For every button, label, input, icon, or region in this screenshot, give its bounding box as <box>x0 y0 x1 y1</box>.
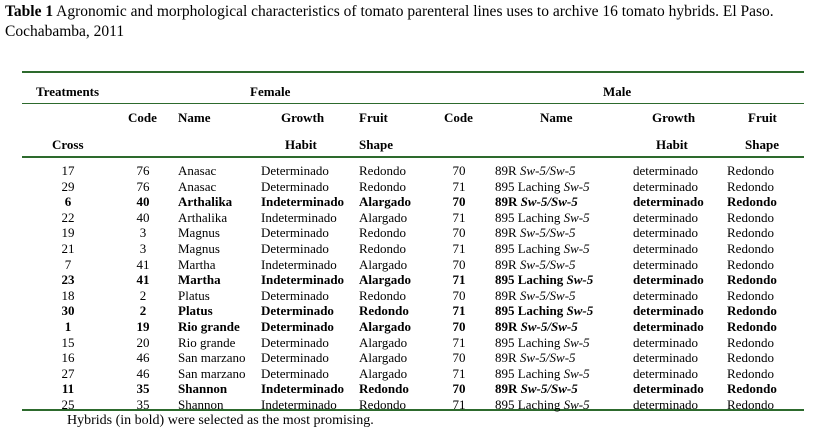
cell-female-shape: Alargado <box>359 194 411 210</box>
cell-female-code: 41 <box>136 272 150 288</box>
cell-male-name <box>495 225 576 241</box>
cell-female-growth: Indeterminado <box>261 209 337 225</box>
cell-male-growth: determinado <box>633 194 704 210</box>
cell-female-code: 20 <box>136 334 150 350</box>
cell-male-shape: Redondo <box>727 178 774 194</box>
cell-female-name: Platus <box>178 287 210 303</box>
cell-male-name <box>495 381 578 397</box>
cell-female-name: Martha <box>178 256 216 272</box>
cell-female-growth: Determinado <box>261 178 329 194</box>
cell-female-name: San marzano <box>178 350 246 366</box>
cell-male-name <box>495 241 590 257</box>
header-male-shape: Shape <box>745 137 779 152</box>
cell-male-code: 70 <box>452 225 466 241</box>
cell-female-shape: Redondo <box>359 303 409 319</box>
male-gene-text: Sw-5 <box>563 334 590 350</box>
cell-male-shape: Redondo <box>727 194 777 210</box>
cell-female-growth: Determinado <box>261 365 329 381</box>
male-gene-text: Sw-5 <box>563 178 590 194</box>
cell-male-growth: determinado <box>633 272 704 288</box>
male-gene-text: Sw-5/Sw-5 <box>520 194 578 210</box>
male-name-text: 89R <box>495 163 520 178</box>
male-gene-text: Sw-5/Sw-5 <box>519 163 576 178</box>
cell-male-shape: Redondo <box>727 365 774 381</box>
male-name-text: 895 Laching <box>495 178 564 194</box>
male-gene-text: Sw-5 <box>563 365 590 381</box>
cell-male-code: 71 <box>452 365 466 381</box>
table-footnote: Hybrids (in bold) were selected as the most promising. <box>67 413 374 428</box>
header-male: Male <box>603 84 632 99</box>
male-name-text: 89R <box>495 256 520 272</box>
cell-female-name: Shannon <box>178 397 224 412</box>
cell-female-code: 3 <box>139 241 147 256</box>
cell-male-shape: Redondo <box>727 287 774 303</box>
male-gene-text: Sw-5 <box>563 241 590 256</box>
cell-female-growth: Determinado <box>261 163 329 178</box>
cell-female-name: Anasac <box>178 163 217 178</box>
table-header-rule <box>22 103 804 104</box>
male-name-text: 89R <box>495 350 520 366</box>
cell-female-name: Magnus <box>178 241 220 256</box>
cell-female-growth: Indeterminado <box>261 256 337 272</box>
cell-cross: 25 <box>61 397 75 412</box>
cell-female-shape: Alargado <box>359 256 408 272</box>
header-female-code: Code <box>128 110 157 125</box>
cell-male-growth: determinado <box>633 334 698 350</box>
cell-male-growth: determinado <box>633 241 698 256</box>
cell-male-code: 71 <box>452 209 466 225</box>
cell-female-code: 40 <box>136 194 150 210</box>
header-female-growth: Growth <box>281 110 325 125</box>
male-name-text: 89R <box>495 319 521 334</box>
cell-male-growth: determinado <box>633 319 704 334</box>
male-name-text: 895 Laching <box>495 209 564 225</box>
cell-female-shape: Alargado <box>359 350 408 366</box>
cell-female-growth: Determinado <box>261 319 334 334</box>
cell-male-name <box>495 272 593 288</box>
cell-cross: 29 <box>61 178 75 194</box>
cell-male-shape: Redondo <box>727 303 777 319</box>
cell-cross: 16 <box>61 350 75 366</box>
cell-male-shape: Redondo <box>727 350 774 366</box>
cell-female-shape: Alargado <box>359 319 411 334</box>
cell-male-growth: determinado <box>633 365 698 381</box>
cell-female-name: Rio grande <box>178 319 240 334</box>
cell-female-code: 76 <box>136 178 150 194</box>
cell-female-name: San marzano <box>178 365 246 381</box>
cell-male-name <box>495 303 593 319</box>
cell-cross: 27 <box>61 365 75 381</box>
cell-female-shape: Alargado <box>359 334 408 350</box>
male-name-text: 895 Laching <box>495 303 567 319</box>
male-name-text: 89R <box>495 287 520 303</box>
male-name-text: 895 Laching <box>495 272 567 288</box>
cell-male-shape: Redondo <box>727 241 774 256</box>
header-female-name: Name <box>178 110 211 125</box>
cell-cross: 1 <box>64 319 72 334</box>
cell-cross: 30 <box>61 303 75 319</box>
male-name-text: 89R <box>495 225 520 241</box>
cell-female-growth: Indeterminado <box>261 397 337 412</box>
header-female: Female <box>250 84 291 99</box>
cell-female-growth: Determinado <box>261 225 329 241</box>
cell-female-name: Shannon <box>178 381 228 397</box>
male-gene-text: Sw-5/Sw-5 <box>520 319 578 334</box>
cell-female-code: 2 <box>139 287 147 303</box>
cell-male-code: 70 <box>452 381 466 397</box>
cell-cross: 6 <box>64 194 72 210</box>
cell-cross: 17 <box>61 163 75 178</box>
cell-male-growth: determinado <box>633 178 698 194</box>
cell-female-shape: Redondo <box>359 397 406 412</box>
cell-male-code: 70 <box>452 163 466 178</box>
cell-female-code: 35 <box>136 381 150 397</box>
cell-male-growth: determinado <box>633 287 698 303</box>
cell-male-shape: Redondo <box>727 334 774 350</box>
cell-male-growth: determinado <box>633 397 698 412</box>
cell-female-code: 40 <box>136 209 150 225</box>
cell-male-code: 70 <box>452 287 466 303</box>
cell-male-name <box>495 194 578 210</box>
male-gene-text: Sw-5 <box>563 397 590 412</box>
cell-cross: 11 <box>61 381 75 397</box>
cell-male-growth: determinado <box>633 381 704 397</box>
cell-male-code: 70 <box>452 256 466 272</box>
male-gene-text: Sw-5/Sw-5 <box>519 256 576 272</box>
table-subheader-rule <box>22 156 804 158</box>
male-name-text: 895 Laching <box>495 365 564 381</box>
cell-female-shape: Redondo <box>359 163 406 178</box>
male-gene-text: Sw-5/Sw-5 <box>519 350 576 366</box>
cell-female-shape: Redondo <box>359 178 406 194</box>
cell-male-shape: Redondo <box>727 225 774 241</box>
cell-cross: 7 <box>64 256 72 272</box>
cell-female-code: 2 <box>139 303 147 319</box>
male-name-text: 89R <box>495 381 521 397</box>
header-male-growth: Growth <box>652 110 696 125</box>
cell-male-growth: determinado <box>633 225 698 241</box>
cell-cross: 22 <box>61 209 75 225</box>
male-name-text: 89R <box>495 194 521 210</box>
cell-cross: 18 <box>61 287 75 303</box>
table-caption-text: Agronomic and morphological characteristics of tomato parenteral lines uses to archive 16 tomato hybrids. El Paso. Cochabamba, 2011 <box>5 3 774 40</box>
cell-male-name <box>495 179 590 195</box>
header-treatments: Treatments <box>36 84 100 99</box>
table-label: Table 1 <box>5 3 54 20</box>
cell-female-growth: Determinado <box>261 287 329 303</box>
cell-male-code: 71 <box>452 178 466 194</box>
male-gene-text: Sw-5 <box>566 272 594 288</box>
male-gene-text: Sw-5/Sw-5 <box>520 381 578 397</box>
cell-female-shape: Redondo <box>359 381 409 397</box>
male-gene-text: Sw-5/Sw-5 <box>519 225 576 241</box>
cell-female-growth: Indeterminado <box>261 272 345 288</box>
cell-male-shape: Redondo <box>727 163 774 178</box>
header-female-habit: Habit <box>285 137 317 152</box>
cell-female-growth: Determinado <box>261 350 329 366</box>
cell-male-code: 70 <box>452 350 466 366</box>
cell-cross: 23 <box>61 272 75 288</box>
cell-female-shape: Alargado <box>359 365 408 381</box>
header-male-habit: Habit <box>656 137 688 152</box>
cell-female-shape: Redondo <box>359 225 406 241</box>
cell-male-growth: determinado <box>633 163 698 178</box>
cell-female-shape: Alargado <box>359 272 411 288</box>
cell-male-growth: determinado <box>633 303 704 319</box>
header-male-fruit: Fruit <box>748 110 777 125</box>
cell-male-shape: Redondo <box>727 397 774 412</box>
cell-female-name: Rio grande <box>178 334 236 350</box>
cell-cross: 19 <box>61 225 75 241</box>
cell-male-shape: Redondo <box>727 272 777 288</box>
cell-male-name <box>495 397 590 413</box>
cell-female-code: 46 <box>136 350 150 366</box>
cell-cross: 15 <box>61 334 75 350</box>
cell-female-growth: Indeterminado <box>261 194 345 210</box>
cell-male-name <box>495 335 590 351</box>
cell-female-code: 3 <box>139 225 147 241</box>
cell-female-name: Anasac <box>178 178 217 194</box>
male-name-text: 895 Laching <box>495 241 564 256</box>
cell-male-code: 71 <box>452 303 466 319</box>
cell-male-shape: Redondo <box>727 256 774 272</box>
cell-male-name <box>495 288 576 304</box>
cell-male-code: 71 <box>452 272 466 288</box>
header-male-name: Name <box>540 110 573 125</box>
cell-female-name: Platus <box>178 303 213 319</box>
cell-female-code: 35 <box>136 397 150 412</box>
cell-male-code: 71 <box>452 397 466 412</box>
cell-cross: 21 <box>61 241 75 256</box>
header-cross: Cross <box>52 137 84 152</box>
cell-female-code: 46 <box>136 365 150 381</box>
cell-male-name <box>495 257 576 273</box>
cell-female-name: Arthalika <box>178 209 228 225</box>
cell-female-growth: Determinado <box>261 334 329 350</box>
cell-male-code: 70 <box>452 194 466 210</box>
cell-male-name <box>495 350 576 366</box>
male-gene-text: Sw-5 <box>563 209 590 225</box>
cell-male-shape: Redondo <box>727 319 777 334</box>
cell-female-growth: Indeterminado <box>261 381 345 397</box>
cell-male-name <box>495 163 576 179</box>
cell-male-shape: Redondo <box>727 209 774 225</box>
cell-male-name <box>495 210 590 226</box>
cell-female-name: Magnus <box>178 225 220 241</box>
cell-male-code: 70 <box>452 319 466 334</box>
cell-male-growth: determinado <box>633 256 698 272</box>
male-name-text: 895 Laching <box>495 397 564 412</box>
male-name-text: 895 Laching <box>495 334 564 350</box>
cell-female-growth: Determinado <box>261 241 329 256</box>
cell-male-growth: determinado <box>633 209 698 225</box>
cell-male-name <box>495 366 590 382</box>
table-caption <box>5 2 820 42</box>
cell-female-shape: Redondo <box>359 241 406 256</box>
cell-female-code: 76 <box>136 163 150 178</box>
male-gene-text: Sw-5/Sw-5 <box>519 287 576 303</box>
header-male-code: Code <box>444 110 473 125</box>
cell-female-code: 19 <box>136 319 150 334</box>
cell-female-code: 41 <box>136 256 150 272</box>
cell-male-code: 71 <box>452 241 466 256</box>
cell-female-name: Martha <box>178 272 221 288</box>
cell-male-code: 71 <box>452 334 466 350</box>
cell-female-shape: Alargado <box>359 209 408 225</box>
cell-male-name <box>495 319 578 335</box>
male-gene-text: Sw-5 <box>566 303 594 319</box>
header-female-shape: Shape <box>359 137 393 152</box>
header-female-fruit: Fruit <box>359 110 388 125</box>
cell-female-name: Arthalika <box>178 194 233 210</box>
cell-female-growth: Determinado <box>261 303 334 319</box>
cell-male-shape: Redondo <box>727 381 777 397</box>
cell-female-shape: Redondo <box>359 287 406 303</box>
cell-male-growth: determinado <box>633 350 698 366</box>
table-top-rule <box>22 71 804 73</box>
